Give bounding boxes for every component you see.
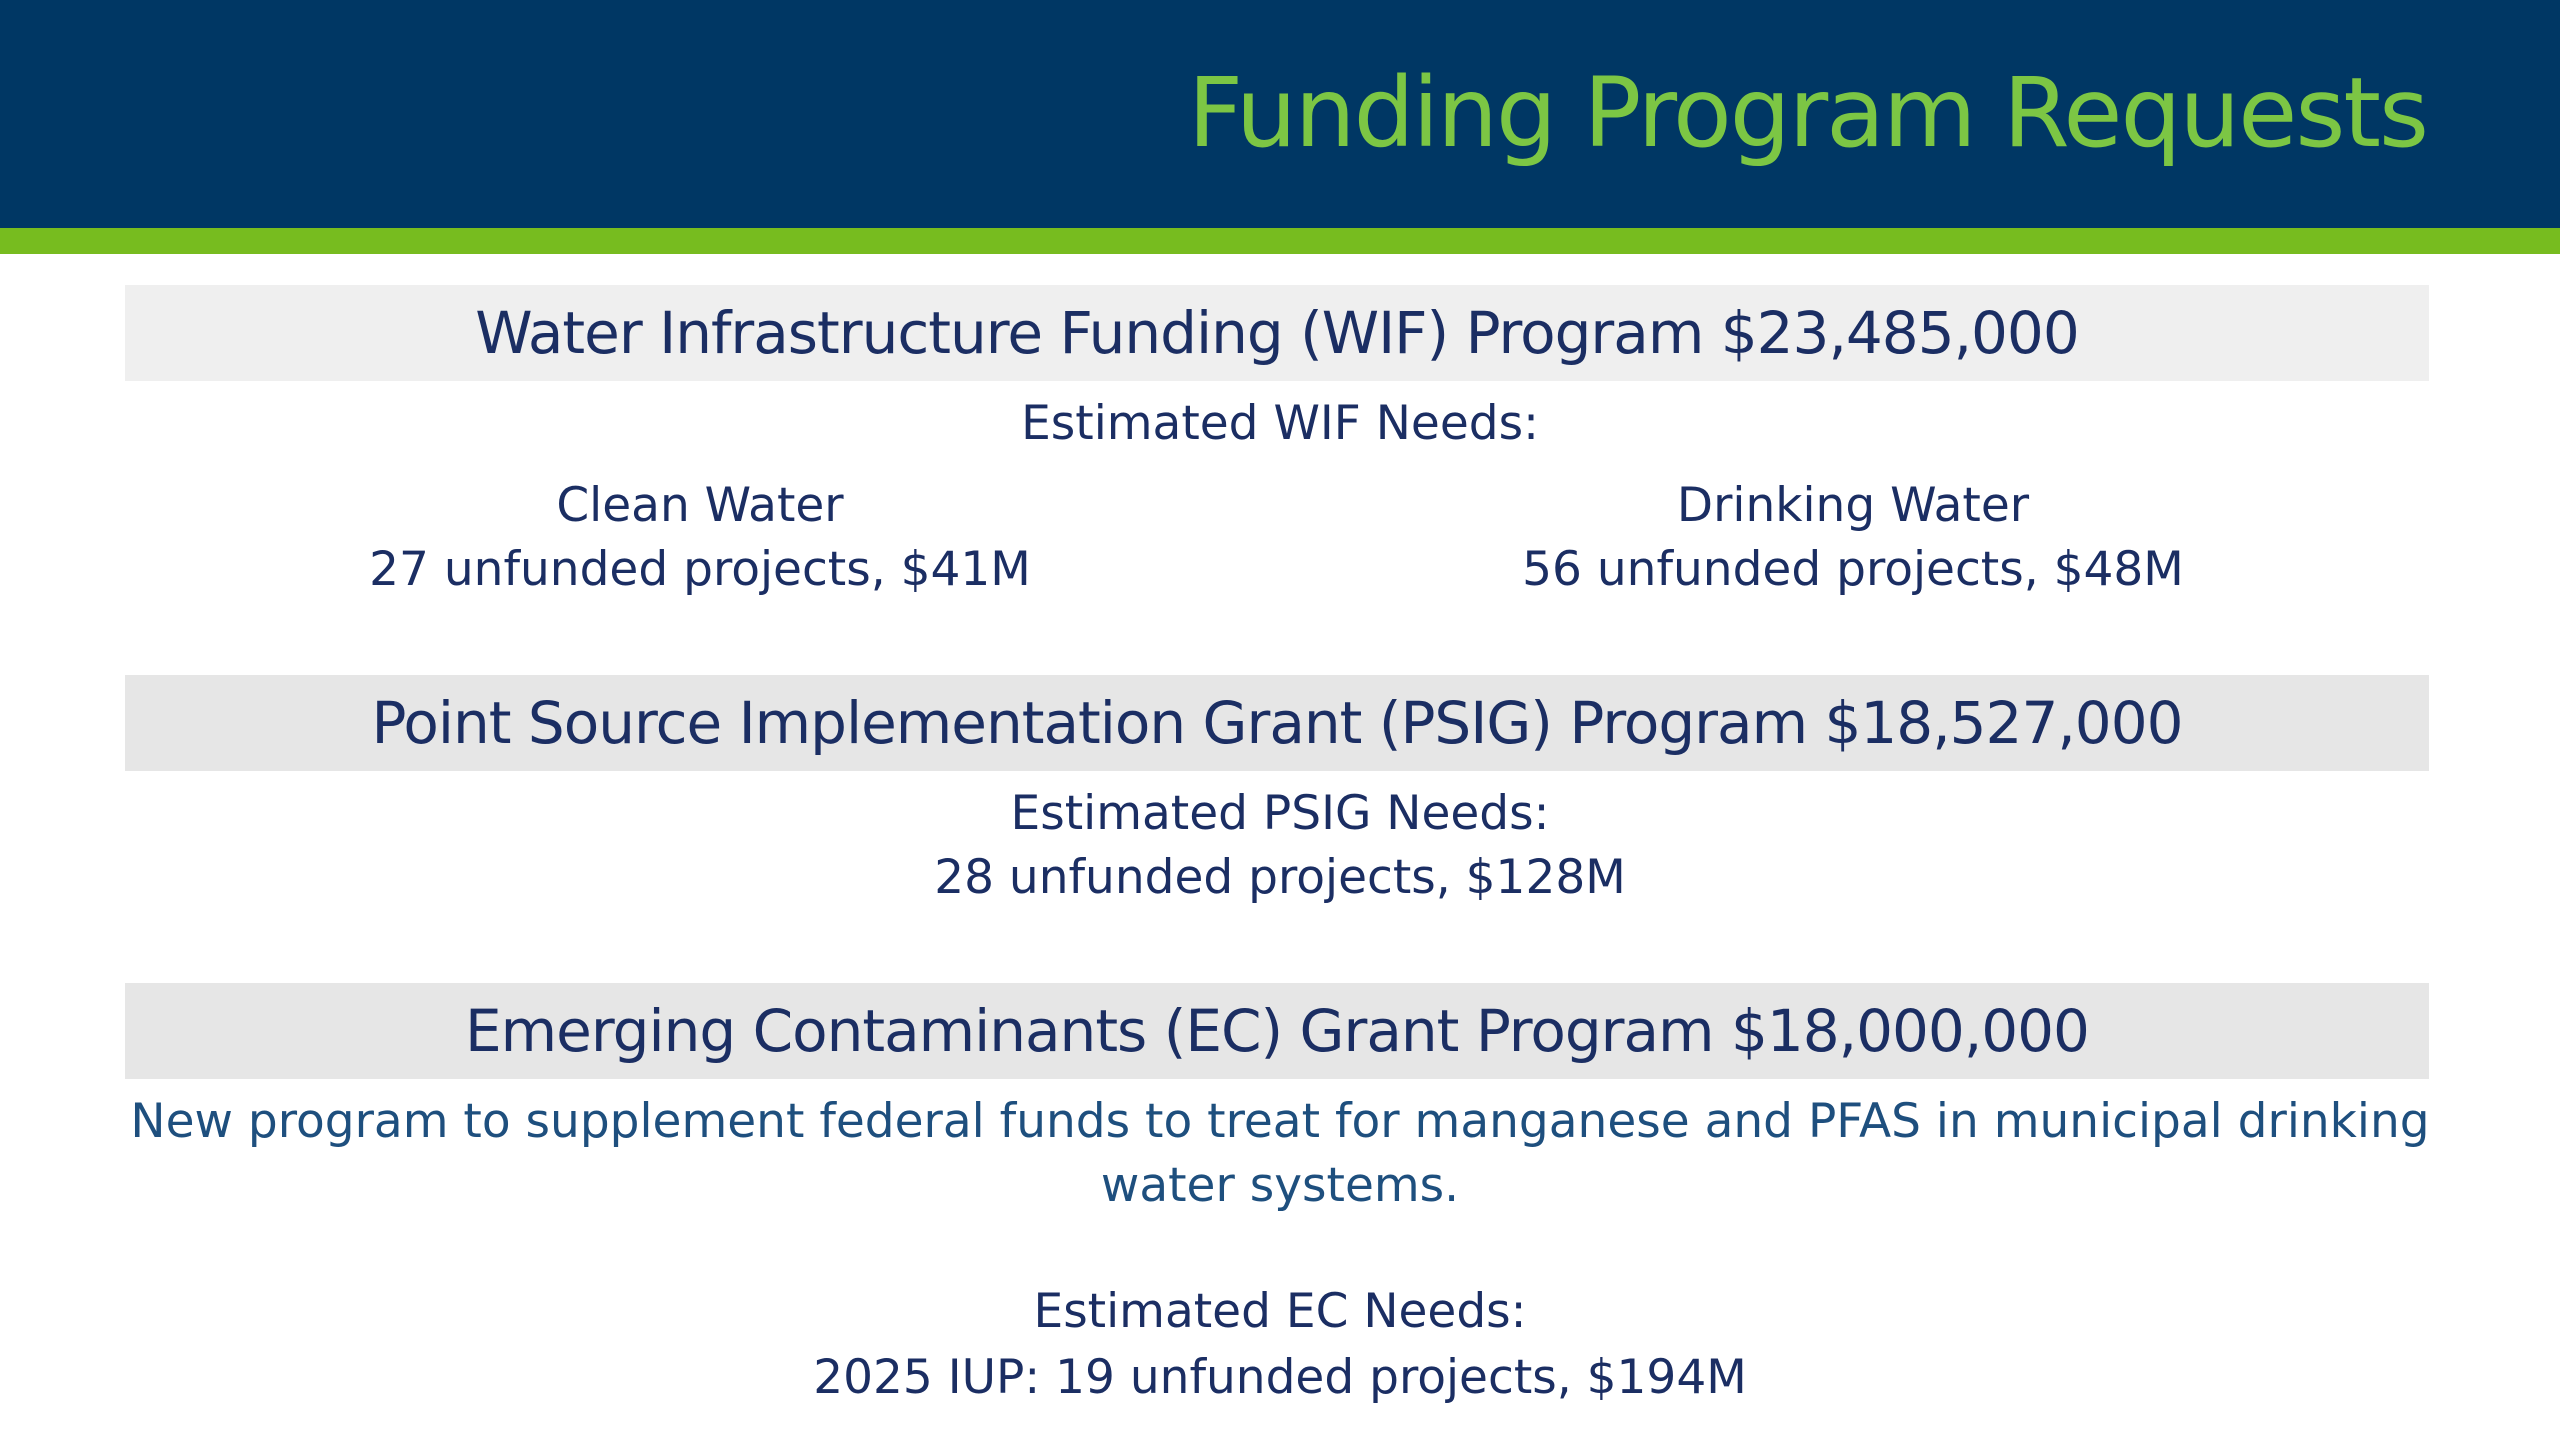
ec-detail: 2025 IUP: 19 unfunded projects, $194M (813, 1350, 1747, 1405)
wif-needs-label: Estimated WIF Needs: (1021, 396, 1539, 451)
drinking-water-label: Drinking Water (1676, 478, 2030, 533)
psig-needs-label: Estimated PSIG Needs: (1010, 786, 1550, 841)
accent-stripe (0, 228, 2560, 254)
ec-section-bar (125, 983, 2429, 1079)
wif-heading: Water Infrastructure Funding (WIF) Program $23,485,000 (475, 299, 2079, 367)
psig-heading: Point Source Implementation Grant (PSIG) Program $18,527,000 (371, 689, 2183, 757)
wif-section-bar (125, 285, 2429, 381)
drinking-water-detail: 56 unfunded projects, $48M (1522, 542, 2184, 597)
psig-section-bar (125, 675, 2429, 771)
clean-water-detail: 27 unfunded projects, $41M (369, 542, 1031, 597)
ec-description-line1: New program to supplement federal funds to treat for manganese and PFAS in municipal drinking (130, 1094, 2430, 1149)
psig-detail: 28 unfunded projects, $128M (934, 850, 1626, 905)
page-title: Funding Program Requests (1187, 57, 2427, 169)
clean-water-column (150, 474, 1250, 602)
ec-needs-label: Estimated EC Needs: (1033, 1284, 1527, 1339)
header-bar (0, 0, 2560, 228)
ec-description (130, 1090, 2430, 1218)
drinking-water-column (1303, 474, 2403, 602)
ec-description-line2: water systems. (1100, 1158, 1460, 1213)
clean-water-label: Clean Water (556, 478, 844, 533)
ec-heading: Emerging Contaminants (EC) Grant Program $18,000,000 (465, 997, 2089, 1065)
